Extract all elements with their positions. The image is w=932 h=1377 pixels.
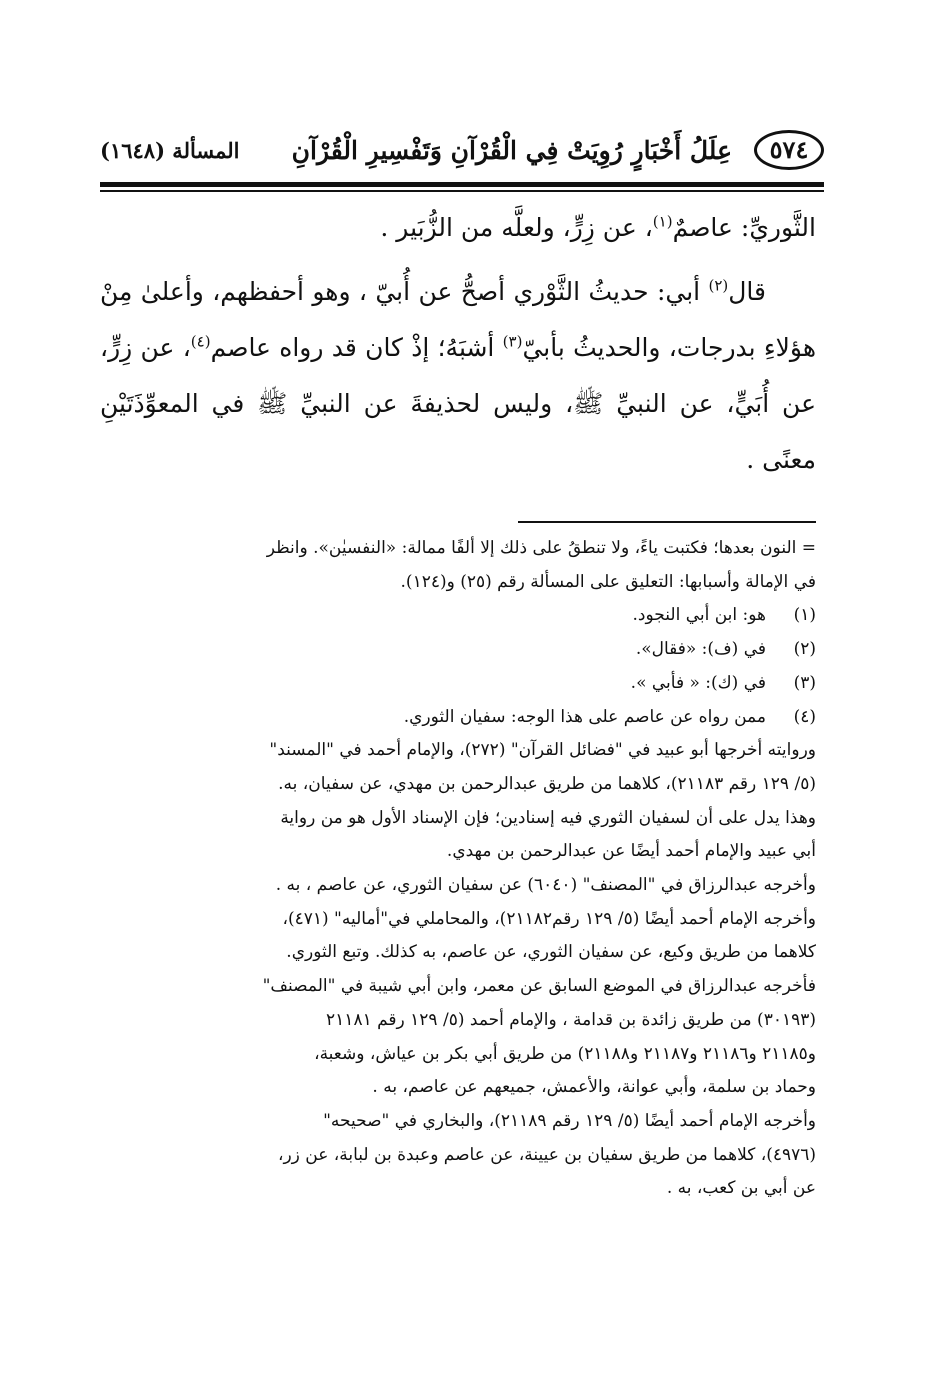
footnote-4-line: وأخرجه الإمام أحمد أيضًا (٥/ ١٢٩ رقم٢١١٨٢)، والمحاملي في"أماليه" (٤٧١)،: [282, 908, 816, 929]
main-text: [100, 200, 816, 488]
paragraph-1: [100, 200, 816, 256]
p2-text-b: أبي: حديثُ الثَّوْري أصحُّ عن أُبيّ ، وهو أحفظهم، وأعلىٰ مِنْ هؤلاءِ بدرجات، والحديثُ بأبيّ: [100, 277, 817, 362]
p2-text-a: قال: [728, 277, 766, 306]
footnote-2: [100, 633, 816, 667]
footnote-number: (٢): [793, 639, 816, 660]
footnote-4-line: أبي عبيد والإمام أحمد أيضًا عن عبدالرحمن بن مهدي.: [446, 841, 816, 862]
footnote-4-line: كلاهما من طريق وكيع، عن سفيان الثوري، عن عاصم، به كذلك. وتبع الثوري.: [286, 942, 816, 963]
p1-text-b: ، عن زِرٍّ، ولعلَّه من الزُّبَير .: [380, 213, 653, 242]
footnote-4-line: (٥/ ١٢٩ رقم ٢١١٨٣)، كلاهما من طريق عبدالرحمن بن مهدي، عن سفيان، به.: [278, 773, 816, 794]
paragraph-2: [100, 264, 816, 488]
footnote-4-line: فأخرجه عبدالرزاق في الموضع السابق عن معمر، وابن أبي شيبة في "المصنف": [262, 976, 816, 997]
footnote-ref-1: (١): [652, 212, 673, 231]
footnote-4-line: وهذا يدل على أن لسفيان الثوري فيه إسنادين؛ فإن الإسناد الأول هو من رواية: [280, 807, 816, 828]
header-rule-thin: [100, 190, 824, 192]
footnote-number: (٤): [793, 706, 816, 727]
footnote-4-line: (٣٠١٩٣) من طريق زائدة بن قدامة ، والإمام أحمد (٥/ ١٢٩ رقم ٢١١٨١: [326, 1009, 816, 1030]
header-rule-thick: [100, 182, 824, 187]
footnote-4-line: وروايته أخرجها أبو عبيد في "فضائل القرآن" (٢٧٢)، والإمام أحمد في "المسند": [269, 740, 816, 761]
footnote-number: (١): [793, 605, 816, 626]
footnotes: [100, 532, 816, 1206]
book-title: عِلَلُ أَخْبَارٍ رُوِيَتْ فِي الْقُرْآنِ وَتَفْسِيرِ الْقُرْآنِ: [291, 136, 732, 165]
footnote-carry-line: في الإمالة وأسبابها: التعليق على المسألة رقم (٢٥) و(١٢٤).: [400, 571, 816, 592]
footnote-text: في (ف): «فقال».: [635, 639, 766, 660]
p2-text-d: ، عن زِرٍّ، عن أُبَيٍّ، عن النبيِّ ﷺ، وليس لحذيفةَ عن النبيِّ ﷺ في المعوِّذَتَيْنِ معنًى .: [100, 333, 816, 474]
footnote-4-line: وأخرجه الإمام أحمد أيضًا (٥/ ١٢٩ رقم ٢١١٨٩)، والبخاري في "صحيحه": [323, 1110, 816, 1131]
p2-text-c: أشبَهُ؛ إذْ كان قد رواه عاصم: [210, 333, 503, 362]
footnote-text: هو: ابن أبي النجود.: [632, 605, 766, 626]
footnote-4-line: وحماد بن سلمة، وأبي عوانة، والأعمش، جميعهم عن عاصم، به .: [372, 1077, 816, 1098]
p1-text-a: الثَّوريِّ: عاصمٌ: [672, 213, 816, 242]
footnote-ref-3: (٣): [502, 332, 523, 351]
footnote-carry-line: = النون بعدها؛ فكتبت ياءً، ولا تنطقُ على ذلك إلا ألفًا ممالة: «النفسيٰن». وانظر: [266, 538, 816, 558]
footnote-text: ممن رواه عن عاصم على هذا الوجه: سفيان الثوري.: [403, 706, 766, 727]
footnote-4-line: عن أبي بن كعب، به .: [666, 1178, 816, 1199]
footnote-4-line: وأخرجه عبدالرزاق في "المصنف" (٦٠٤٠) عن سفيان الثوري، عن عاصم ، به .: [275, 875, 816, 896]
footnote-4: [100, 701, 816, 735]
page-number: ٥٧٤: [754, 130, 824, 170]
footnote-separator: [518, 521, 816, 523]
footnote-ref-2: (٢): [708, 276, 729, 295]
footnote-1: [100, 599, 816, 633]
footnote-3: [100, 667, 816, 701]
running-header: [100, 120, 824, 186]
footnote-4-line: (٤٩٧٦)، كلاهما من طريق سفيان بن عيينة، عن عاصم وعبدة بن لبابة، عن زر،: [277, 1144, 816, 1165]
footnote-ref-4: (٤): [190, 332, 211, 351]
issue-label: المسألة (١٦٤٨): [100, 138, 240, 163]
footnote-text: في (ك): « فأبي ».: [630, 672, 766, 693]
footnote-number: (٣): [793, 672, 816, 693]
footnote-4-line: و٢١١٨٥ و٢١١٨٦ و٢١١٨٧ و٢١١٨٨) من طريق أبي بكر بن عياش، وشعبة،: [314, 1043, 816, 1064]
